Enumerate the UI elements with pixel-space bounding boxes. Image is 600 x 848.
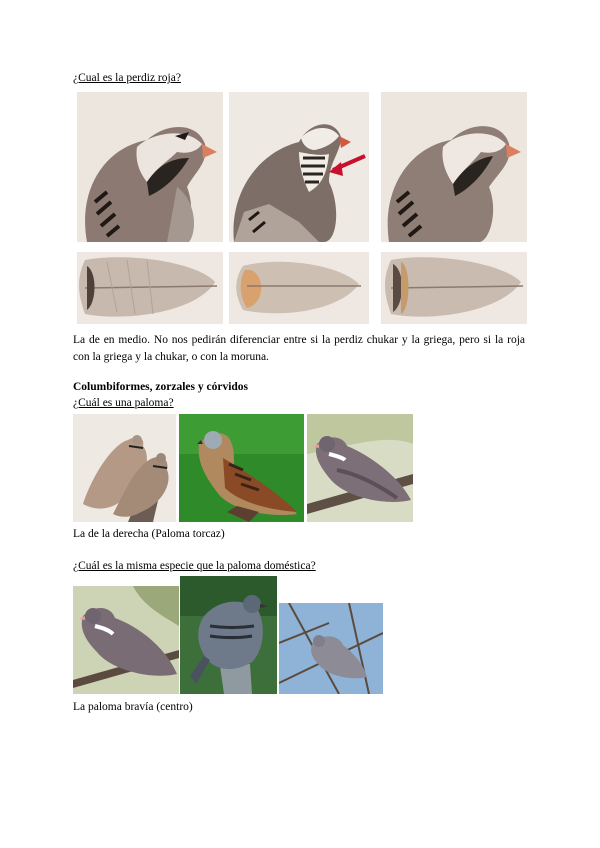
wood-pigeon-image xyxy=(307,414,413,522)
answer-which-pigeon: La de la derecha (Paloma torcaz) xyxy=(73,528,225,540)
question-red-partridge: ¿Cual es la perdiz roja? xyxy=(73,72,181,84)
feather-image-right xyxy=(381,252,527,324)
wood-pigeon-branch-image xyxy=(73,586,179,694)
partridge-comparison-figure xyxy=(73,88,531,328)
collared-dove-pair-image xyxy=(73,414,176,522)
answer-domestic-pigeon-species: La paloma bravía (centro) xyxy=(73,701,193,713)
feather-image-center xyxy=(229,252,369,324)
partridge-image-right xyxy=(381,92,527,242)
stock-dove-tree-image xyxy=(279,603,383,694)
question-domestic-pigeon-species: ¿Cuál es la misma especie que la paloma doméstica? xyxy=(73,560,316,572)
heading-columbiformes: Columbiformes, zorzales y córvidos xyxy=(73,381,249,393)
partridge-image-center xyxy=(229,92,369,242)
partridge-image-left xyxy=(77,92,223,242)
feather-image-left xyxy=(77,252,223,324)
turtle-dove-image xyxy=(179,414,304,522)
question-which-pigeon: ¿Cuál es una paloma? xyxy=(73,397,174,409)
answer-red-partridge: La de en medio. No nos pedirán diferenciar entre si la perdiz chukar y la griega, pero si la roja con la griega y la chukar, o con la moruna. xyxy=(73,334,525,363)
rock-dove-image xyxy=(180,576,277,694)
